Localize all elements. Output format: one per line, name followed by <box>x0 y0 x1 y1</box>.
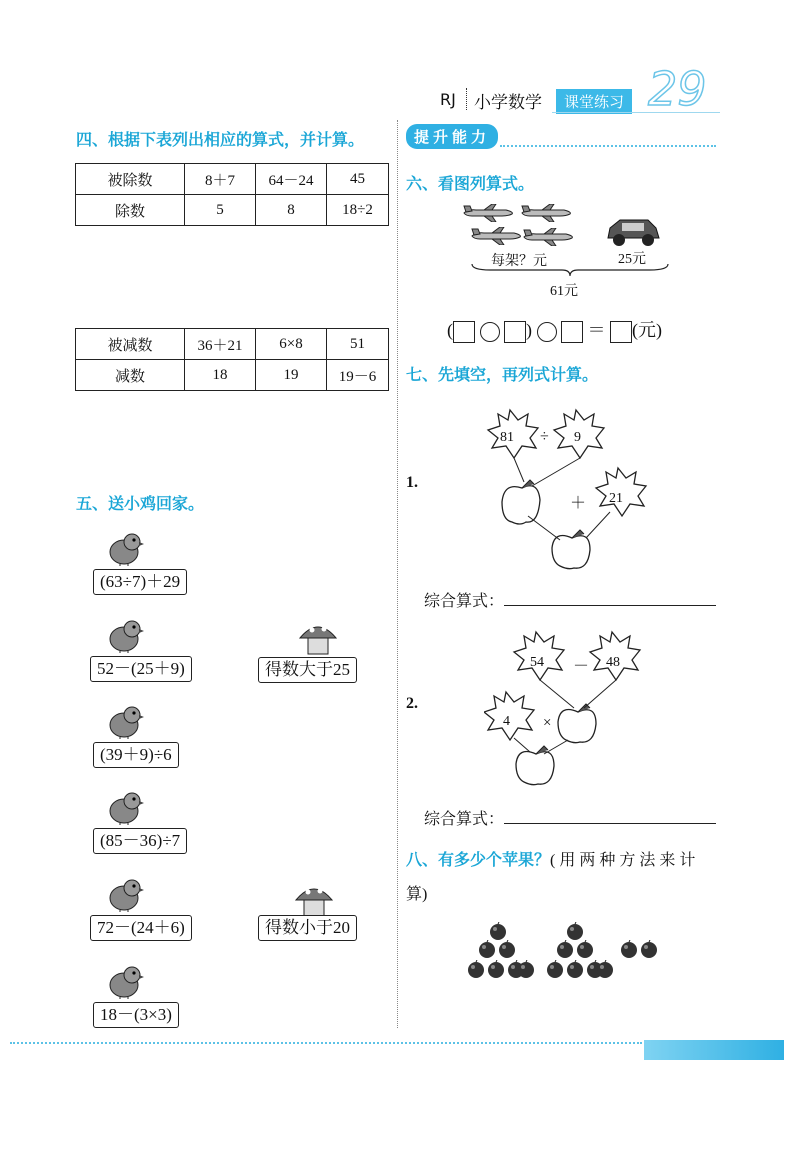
apple-icon <box>487 960 505 983</box>
q8-note-cont: 算) <box>406 886 428 903</box>
footer-dotted-line <box>10 1042 642 1044</box>
answer-box[interactable] <box>453 321 475 343</box>
table-cell: 被除数 <box>76 164 185 195</box>
q6-formula: ( ) ＝ (元) <box>447 316 662 343</box>
leaf-value: 4 <box>503 714 510 729</box>
apple-icon <box>566 960 584 983</box>
q8-title: 八、有多少个苹果？(用两种方法来计 <box>406 850 700 869</box>
chick-icon <box>106 789 146 830</box>
plane-price-label: 每架？元 <box>491 254 547 269</box>
table-cell: 被减数 <box>76 329 185 360</box>
q4-title: 四、根据下表列出相应的算式，并计算。 <box>76 130 365 149</box>
column-divider <box>397 120 398 1028</box>
table-cell: 19－6 <box>327 360 389 391</box>
q5-title: 五、送小鸡回家。 <box>76 494 205 513</box>
airplane-icon <box>470 227 522 250</box>
operator-circle[interactable] <box>537 322 557 342</box>
apple-icon <box>467 960 485 983</box>
table-cell: 除数 <box>76 195 185 226</box>
answer-box[interactable] <box>610 321 632 343</box>
apple-icon <box>546 960 564 983</box>
brace <box>470 262 670 278</box>
header-divider <box>466 88 467 110</box>
expr-box[interactable]: 72－(24＋6) <box>90 915 192 941</box>
problem-1-number: 1. <box>406 474 418 491</box>
leaf-value: 21 <box>609 491 623 506</box>
header-subject: 小学数学 <box>474 93 542 113</box>
section-dotted-line <box>500 145 716 147</box>
leaf-value: 48 <box>606 655 620 670</box>
table-subtraction <box>75 328 389 391</box>
table-cell: 36＋21 <box>185 329 256 360</box>
chick-icon <box>106 963 146 1004</box>
mushroom-house-icon <box>290 882 338 918</box>
airplane-icon <box>522 228 574 251</box>
header-underline <box>552 112 720 113</box>
combined-formula-1[interactable]: 综合算式： <box>424 588 716 611</box>
expr-box[interactable]: 18－(3×3) <box>93 1002 179 1028</box>
expr-box[interactable]: (39＋9)÷6 <box>93 742 179 768</box>
operator: ÷ <box>540 428 549 445</box>
leaf-value: 9 <box>574 430 581 445</box>
expr-box[interactable]: (63÷7)＋29 <box>93 569 187 595</box>
house-sign-lt20[interactable]: 得数小于20 <box>258 915 357 941</box>
airplane-icon <box>520 204 572 227</box>
chick-icon <box>106 876 146 917</box>
table-cell: 19 <box>256 360 327 391</box>
table-cell: 18 <box>185 360 256 391</box>
car-icon <box>604 216 662 248</box>
combined-formula-2[interactable]: 综合算式： <box>424 806 716 829</box>
table-cell: 8 <box>256 195 327 226</box>
table-cell: 8＋7 <box>185 164 256 195</box>
operator: × <box>543 715 552 731</box>
header-tab: 课堂练习 <box>556 89 632 114</box>
chick-icon <box>106 617 146 658</box>
house-sign-gt25[interactable]: 得数大于25 <box>258 657 357 683</box>
apple-icon <box>620 940 638 963</box>
table-cell: 18÷2 <box>327 195 389 226</box>
table-cell: 51 <box>327 329 389 360</box>
footer-bar <box>644 1040 784 1060</box>
header-rj: RJ <box>440 90 456 109</box>
chick-icon <box>106 530 146 571</box>
leaf-value: 81 <box>500 430 514 445</box>
operator-circle[interactable] <box>480 322 500 342</box>
expr-box[interactable]: (85－36)÷7 <box>93 828 187 854</box>
apple-icon <box>596 960 614 983</box>
q6-title: 六、看图列算式。 <box>406 174 535 193</box>
table-cell: 45 <box>327 164 389 195</box>
operator: － <box>573 658 590 675</box>
apple-icon <box>640 940 658 963</box>
table-cell: 减数 <box>76 360 185 391</box>
airplane-icon <box>462 204 514 227</box>
q7-title: 七、先填空，再列式计算。 <box>406 365 599 384</box>
chick-icon <box>106 703 146 744</box>
problem-2-number: 2. <box>406 695 418 712</box>
answer-box[interactable] <box>504 321 526 343</box>
car-price-label: 25元 <box>618 252 646 267</box>
table-division <box>75 163 389 226</box>
problem-2-diagram <box>484 628 654 792</box>
expr-box[interactable]: 52－(25＋9) <box>90 656 192 682</box>
section-tag: 提升能力 <box>406 124 498 149</box>
operator: ＋ <box>570 495 587 512</box>
table-cell: 6×8 <box>256 329 327 360</box>
page-number: 29 <box>648 62 707 116</box>
table-cell: 64－24 <box>256 164 327 195</box>
total-price-label: 61元 <box>550 284 578 299</box>
mushroom-house-icon <box>296 620 340 656</box>
apple-icon <box>517 960 535 983</box>
problem-1-diagram <box>480 402 650 572</box>
table-cell: 5 <box>185 195 256 226</box>
leaf-value: 54 <box>530 655 544 670</box>
answer-box[interactable] <box>561 321 583 343</box>
